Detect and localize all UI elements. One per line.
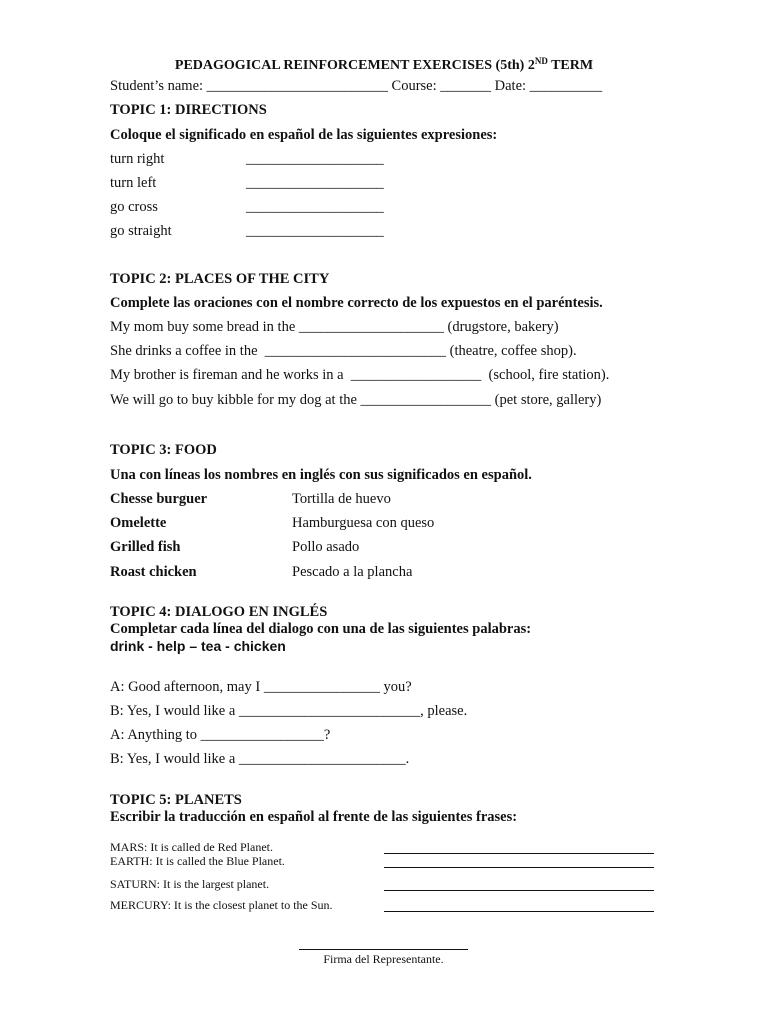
food-spanish-item: Hamburguesa con queso <box>292 515 435 531</box>
dialog-line[interactable]: A: Good afternoon, may I ________________ you? <box>110 679 412 695</box>
planet-item: SATURN: It is the largest planet. <box>110 877 270 891</box>
topic2-sentence[interactable]: We will go to buy kibble for my dog at the __________________ (pet store, gallery) <box>110 392 602 408</box>
topic4-instruction: Completar cada línea del dialogo con una de las siguientes palabras: <box>110 621 532 637</box>
food-english-item: Grilled fish <box>110 539 181 555</box>
topic1-item: go cross <box>110 199 158 215</box>
topic1-item: turn right <box>110 151 165 167</box>
signature-line[interactable] <box>299 949 468 950</box>
planet-answer-blank[interactable] <box>384 911 654 912</box>
topic1-item: go straight <box>110 223 172 239</box>
topic1-instruction: Coloque el significado en español de las siguientes expresiones: <box>110 127 498 143</box>
topic1-blank[interactable]: ___________________ <box>246 175 384 191</box>
topic3-heading: TOPIC 3: FOOD <box>110 442 217 458</box>
topic5-heading: TOPIC 5: PLANETS <box>110 792 242 808</box>
student-info-line: Student’s name: _________________________ Course: _______ Date: __________ <box>110 78 603 94</box>
signature-label: Firma del Representante. <box>323 952 444 966</box>
topic1-heading: TOPIC 1: DIRECTIONS <box>110 102 267 118</box>
topic1-blank[interactable]: ___________________ <box>246 223 384 239</box>
topic5-instruction: Escribir la traducción en español al frente de las siguientes frases: <box>110 809 518 825</box>
food-spanish-item: Tortilla de huevo <box>292 491 391 507</box>
dialog-line[interactable]: A: Anything to _________________? <box>110 727 331 743</box>
topic4-heading: TOPIC 4: DIALOGO EN INGLÉS <box>110 604 328 620</box>
topic3-instruction: Una con líneas los nombres en inglés con sus significados en español. <box>110 467 532 483</box>
planet-answer-blank[interactable] <box>384 890 654 891</box>
topic2-instruction: Complete las oraciones con el nombre correcto de los expuestos en el paréntesis. <box>110 295 603 311</box>
topic2-heading: TOPIC 2: PLACES OF THE CITY <box>110 271 330 287</box>
planet-answer-blank[interactable] <box>384 867 654 868</box>
topic2-sentence[interactable]: My brother is fireman and he works in a __________________ (school, fire station). <box>110 367 610 383</box>
food-spanish-item: Pollo asado <box>292 539 360 555</box>
title-main: PEDAGOGICAL REINFORCEMENT EXERCISES (5th) 2 <box>174 58 535 73</box>
topic4-word-bank: drink - help – tea - chicken <box>110 638 286 654</box>
food-english-item: Chesse burguer <box>110 491 208 507</box>
planet-item: MERCURY: It is the closest planet to the Sun. <box>110 898 333 912</box>
planet-item: EARTH: It is called the Blue Planet. <box>110 854 285 868</box>
title-superscript: ND <box>534 56 548 66</box>
topic2-sentence[interactable]: She drinks a coffee in the _________________________ (theatre, coffee shop). <box>110 343 577 359</box>
page-title <box>0 52 768 75</box>
planet-item: MARS: It is called de Red Planet. <box>110 840 273 854</box>
topic1-item: turn left <box>110 175 157 191</box>
planet-answer-blank[interactable] <box>384 853 654 854</box>
food-english-item: Roast chicken <box>110 564 197 580</box>
topic2-sentence[interactable]: My mom buy some bread in the ____________________ (drugstore, bakery) <box>110 319 559 335</box>
topic1-blank[interactable]: ___________________ <box>246 199 384 215</box>
dialog-line[interactable]: B: Yes, I would like a _________________________, please. <box>110 703 468 719</box>
dialog-line[interactable]: B: Yes, I would like a _______________________. <box>110 751 410 767</box>
food-english-item: Omelette <box>110 515 167 531</box>
food-spanish-item: Pescado a la plancha <box>292 564 413 580</box>
topic1-blank[interactable]: ___________________ <box>246 151 384 167</box>
title-tail: TERM <box>547 58 594 73</box>
